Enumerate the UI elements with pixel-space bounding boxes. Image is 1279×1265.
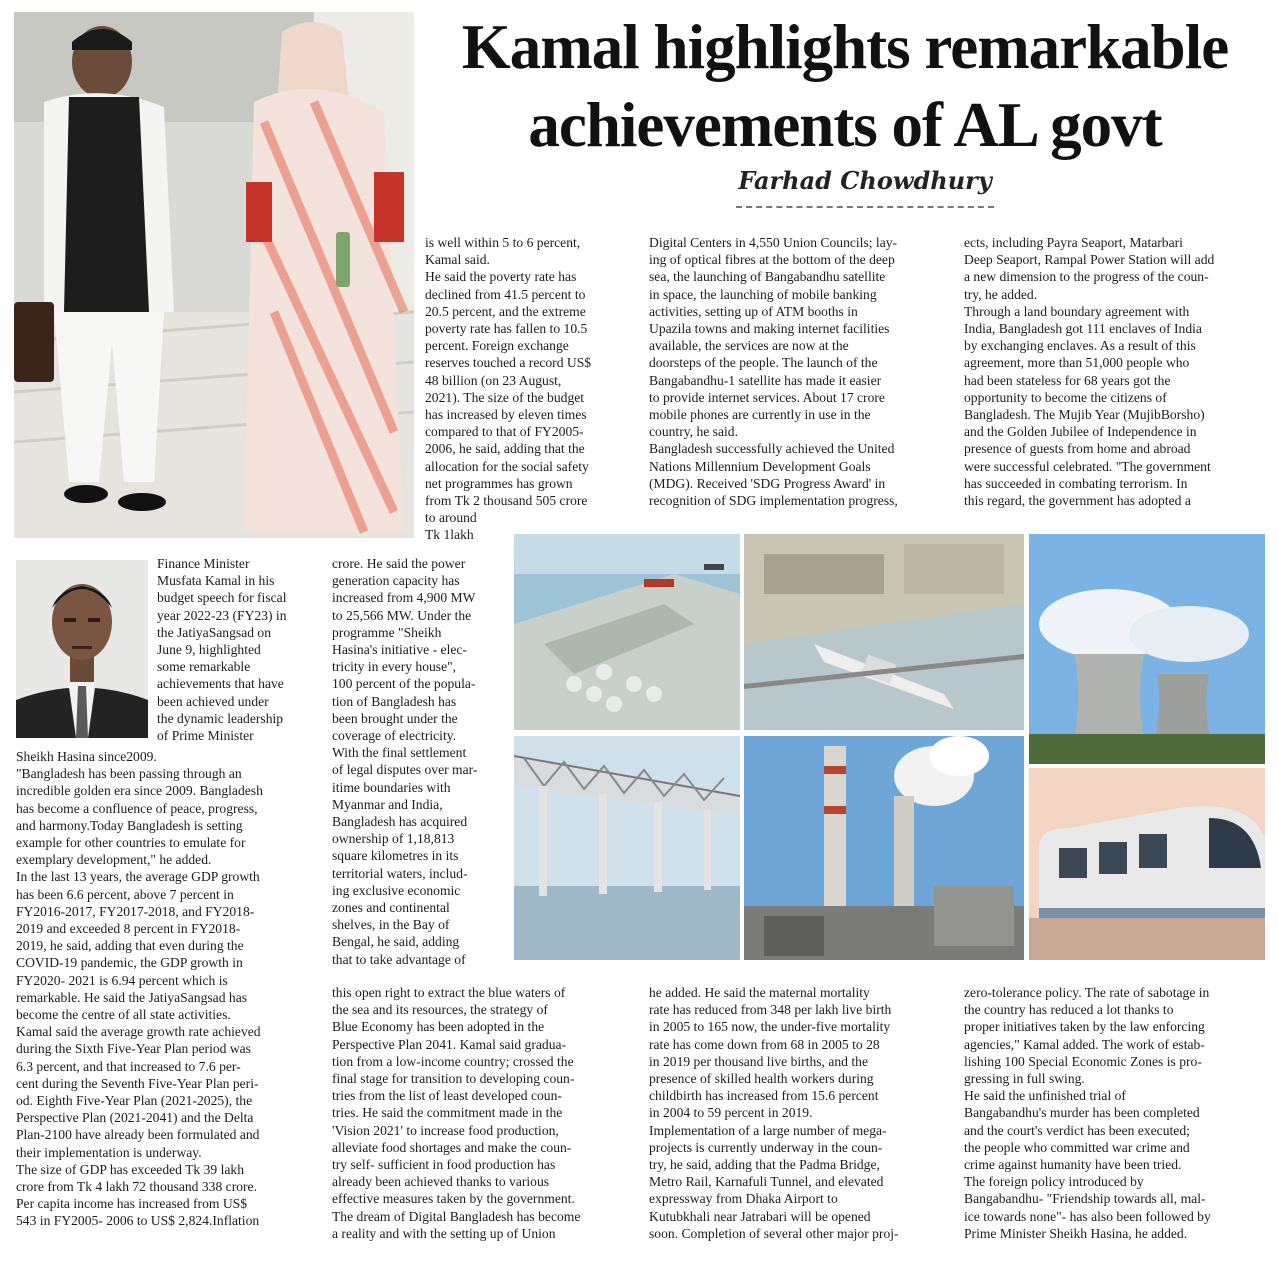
byline: Farhad Chowdhury — [738, 166, 992, 195]
article-col3-top: Digital Centers in 4,550 Union Councils; lay- ing of optical fibres at the bottom of the deep sea, the launching of Bangabandhu satellite in space, the launching of mobile banking activities, setting up of ATM booths in Upazila towns and making internet facilities available, the services are now at the doorsteps of the people. The launch of the Bangabandhu-1 satellite has made it easier to provide internet services. About 17 crore mobile phones are currently in use in the country, he said. Bangladesh successfully achieved the United Nations Millennium Development Goals (MDG). Received 'SDG Progress Award' in recognition of SDG implementation progress, — [649, 235, 898, 509]
leaders-photo — [14, 12, 414, 538]
article-col1-top: Finance Minister Musfata Kamal in his budget speech for fiscal year 2022-23 (FY23) in the JatiyaSangsad on June 9, highlighted some remarkable achievements that have been achieved under the dynamic leadership of Prime Minister — [157, 556, 287, 744]
headline-line-1: Kamal highlights remarkable — [461, 12, 1229, 82]
article-col4-bottom: zero-tolerance policy. The rate of sabotage in the country has reduced a lot thanks to proper initiatives taken by the law enforcing agencies," Kamal added. The work of estab- lishing 100 Special Economic Zones is pro- gressing in full swing. He said the unfinished trial of Bangabandhu's murder has been completed and the court's verdict has been executed; the people who committed war crime and crime against humanity have been tried. The foreign policy introduced by Bangabandhu- "Friendship towards all, mal- ice towards none"- has also been followed by Prime Minister Sheikh Hasina, he added. — [964, 985, 1211, 1241]
seaport-photo — [514, 534, 740, 730]
ship-terminal-photo — [744, 534, 1024, 730]
power-station-photo — [744, 736, 1024, 960]
headline-line-2: achievements of AL govt — [528, 90, 1162, 160]
cooling-towers-photo — [1029, 534, 1265, 764]
article-col2-middle: crore. He said the power generation capacity has increased from 4,900 MW to 25,566 MW. Under the programme "Sheikh Hasina's initiative - elec- tricity in every house", 100 percent of the popula- tion of Bangladesh has been brought under the coverage of electricity. With the final settlement of legal disputes over mar- itime boundaries with Myanmar and India, Bangladesh has acquired ownership of 1,18,813 square kilometres in its territorial waters, includ- ing exclusive economic zones and continental shelves, in the Bay of Bengal, he said, adding that to take advantage of — [332, 556, 478, 967]
headline — [420, 8, 1270, 164]
article-col3-bottom: he added. He said the maternal mortality rate has reduced from 348 per lakh live birth in 2005 to 165 now, the under-five mortality rate has come down from 68 in 2005 to 28 in 2019 per thousand live births, and the presence of skilled health workers during childbirth has increased from 15.6 percent in 2004 to 59 percent in 2019. Implementation of a large number of mega- projects is currently underway in the coun- try, he said, adding that the Padma Bridge, Metro Rail, Karnafuli Tunnel, and elevated expressway from Dhaka Airport to Kutubkhali near Jatrabari will be opened soon. Completion of several other major proj- — [649, 985, 899, 1241]
article-col4-top: ects, including Payra Seaport, Matarbari Deep Seaport, Rampal Power Station will add a new dimension to the progress of the coun- try, he added. Through a land boundary agreement with India, Bangladesh got 111 enclaves of India by exchanging enclaves. As a result of this agreement, more than 51,000 people who had been stateless for 68 years got the opportunity to become the citizens of Bangladesh. The Mujib Year (MujibBorsho) and the Golden Jubilee of Independence in presence of guests from home and abroad were successful celebrated. "The government has succeeded in combating terrorism. In this regard, the government has adopted a — [964, 235, 1215, 509]
padma-bridge-photo — [514, 736, 740, 960]
article-col1-bottom: Sheikh Hasina since2009. "Bangladesh has been passing through an incredible golden era since 2009. Bangladesh has become a confluence of peace, progress, and harmony.Today Bangladesh is setting example for other countries to emulate for exemplary development," he added. In the last 13 years, the average GDP growth has been 6.6 percent, above 7 percent in FY2016-2017, FY2017-2018, and FY2018- 2019 and exceeded 8 percent in FY2018- 2019, he said, adding that even during the COVID-19 pandemic, the GDP growth in FY2020- 2021 is 6.94 percent which is remarkable. He said the JatiyaSangsad has become the centre of all state activities. Kamal said the average growth rate achieved during the Sixth Five-Year Plan period was 6.3 percent, and that increased to 7.6 per- cent during the Seventh Five-Year Plan peri- od. Eighth Five-Year Plan (2021-2025), the Perspective Plan (2021-2041) and the Delta Plan-2100 have already been formulated and their implementation is underway. The size of GDP has exceeded Tk 39 lakh crore from Tk 4 lakh 72 thousand 338 crore. Per capita income has increased from US$ 543 in FY2005- 2006 to US$ 2,824.Inflation — [16, 749, 263, 1229]
byline-divider — [736, 206, 994, 208]
article-col2-bottom: this open right to extract the blue waters of the sea and its resources, the strategy of Blue Economy has been adopted in the Perspective Plan 2041. Kamal said gradua- tion from a low-income country; crossed the final stage for transition to developing coun- tries from the list of least developed coun- tries. He said the commitment made in the 'Vision 2021' to increase food production, alleviate food shortages and make the coun- try self- sufficient in food production has already been achieved thanks to various effective measures taken by the government. The dream of Digital Bangladesh has become a reality and with the setting up of Union — [332, 985, 581, 1241]
article-col2-top: is well within 5 to 6 percent, Kamal said. He said the poverty rate has declined from 41.5 percent to 20.5 percent, and the extreme poverty rate has fallen to 10.5 percent. Foreign exchange reserves touched a record US$ 48 billion (on 23 August, 2021). The size of the budget has increased by eleven times compared to that of FY2005- 2006, he said, adding that the allocation for the social safety net programmes has grown from Tk 2 thousand 505 crore to around Tk 1lakh — [425, 235, 592, 543]
finance-minister-portrait — [16, 560, 148, 738]
metro-rail-photo — [1029, 768, 1265, 960]
